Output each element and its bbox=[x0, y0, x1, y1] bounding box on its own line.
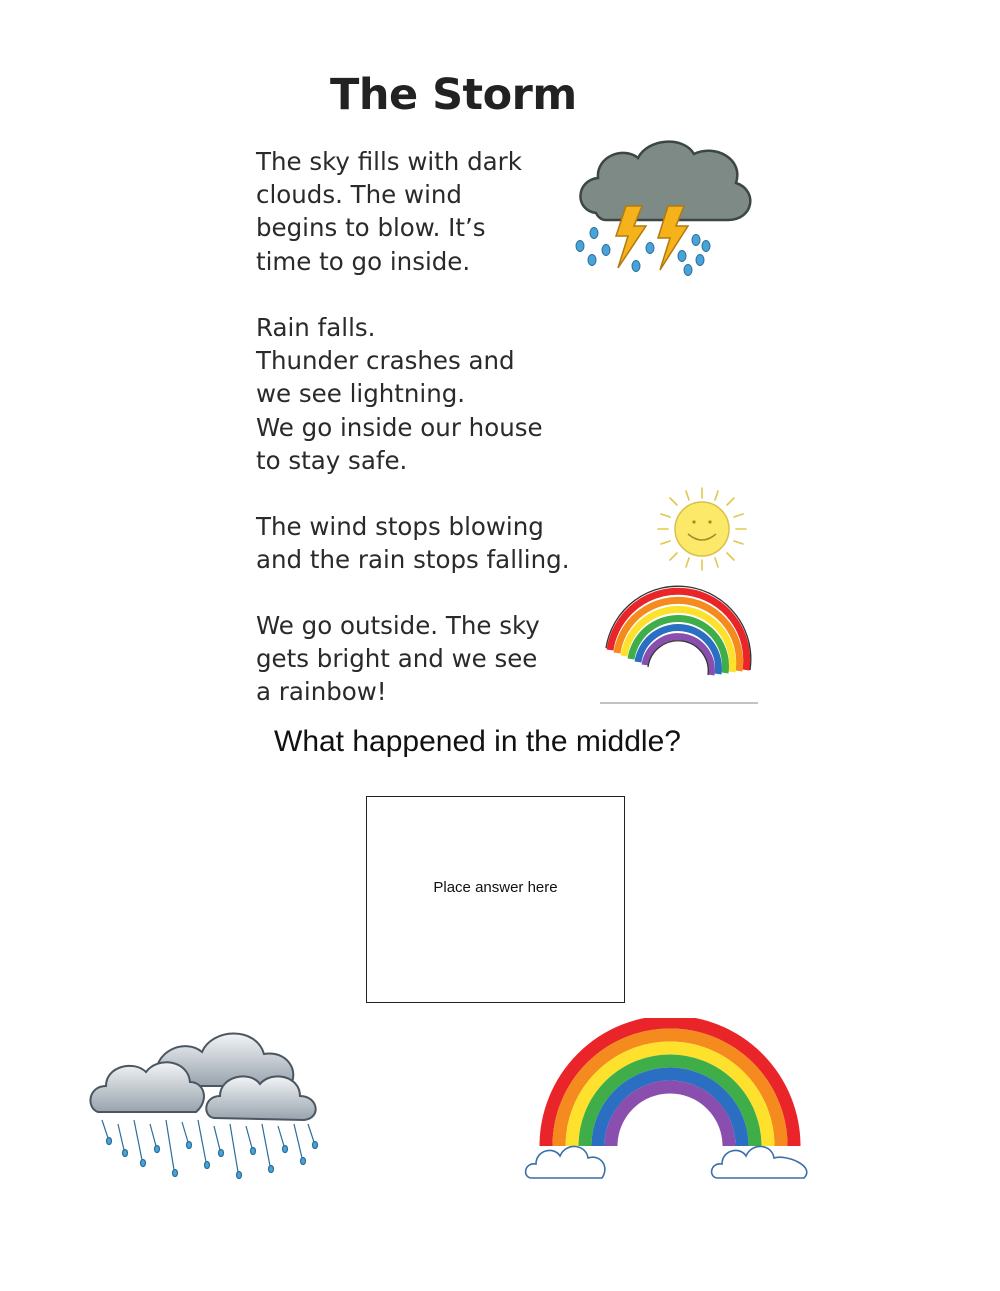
poem-stanza-2 bbox=[256, 311, 543, 477]
poem-line: The sky fills with dark bbox=[256, 147, 522, 176]
answer-drop-zone[interactable] bbox=[366, 796, 625, 1003]
page-title: The Storm bbox=[330, 70, 577, 120]
poem-line: clouds. The wind bbox=[256, 180, 462, 210]
poem-stanza-4 bbox=[256, 609, 540, 709]
poem-line: Rain falls. bbox=[256, 313, 376, 342]
poem-line: a rainbow! bbox=[256, 677, 387, 707]
poem-line: to stay safe. bbox=[256, 445, 408, 475]
rain-cloud-option[interactable] bbox=[86, 1020, 326, 1185]
poem-stanza-1 bbox=[256, 145, 522, 278]
poem-line: Thunder crashes and bbox=[256, 346, 515, 376]
poem-line: We go outside. The sky bbox=[256, 611, 540, 640]
poem-line: time to go inside. bbox=[256, 246, 471, 276]
poem-line: we see lightning. bbox=[256, 379, 466, 409]
poem-line: gets bright and we see bbox=[256, 644, 538, 674]
poem-stanza-3 bbox=[256, 510, 569, 576]
poem-line: and the rain stops falling. bbox=[256, 545, 570, 575]
small-rainbow-icon bbox=[600, 578, 758, 708]
poem-line: The wind stops blowing bbox=[256, 512, 544, 541]
rainbow-option[interactable] bbox=[520, 1018, 820, 1188]
storm-cloud-icon bbox=[566, 128, 761, 288]
poem-line: We go inside our house bbox=[256, 412, 543, 442]
answer-placeholder: Place answer here bbox=[433, 879, 558, 896]
poem-line: begins to blow. It’s bbox=[256, 213, 486, 243]
sun-icon bbox=[652, 484, 752, 574]
question-text: What happened in the middle? bbox=[274, 725, 681, 758]
